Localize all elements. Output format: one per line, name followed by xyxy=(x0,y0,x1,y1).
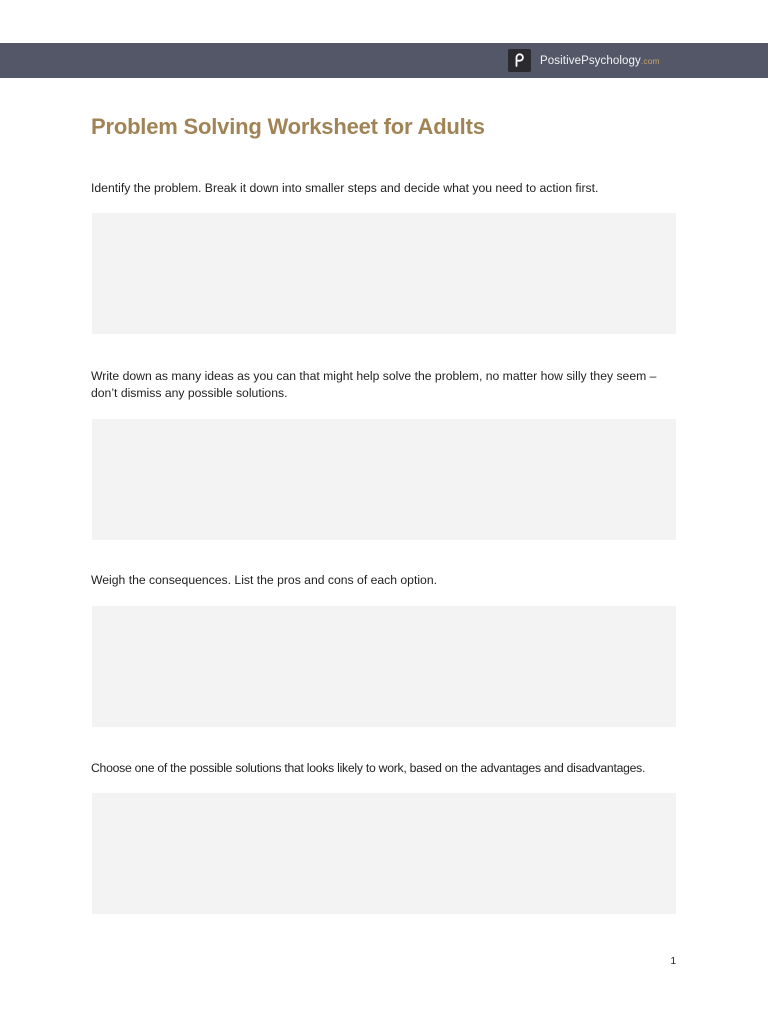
header-bar xyxy=(0,43,768,78)
section-4-prompt: Choose one of the possible solutions that looks likely to work, based on the advantages and disadvantages. xyxy=(91,761,646,775)
section-2-prompt: Write down as many ideas as you can that might help solve the problem, no matter how silly they seem – don’t dismiss any possible solutions. xyxy=(91,369,657,400)
section-2-answer-box[interactable] xyxy=(92,419,676,540)
section-4-answer-box[interactable] xyxy=(92,793,676,914)
positive-psychology-logo-icon xyxy=(508,49,531,72)
brand[interactable] xyxy=(508,49,660,72)
section-3-answer-box[interactable] xyxy=(92,606,676,727)
page-title: Problem Solving Worksheet for Adults xyxy=(91,114,485,139)
brand-name xyxy=(540,55,660,67)
brand-name-text: PositivePsychology xyxy=(540,54,641,67)
section-1-prompt: Identify the problem. Break it down into smaller steps and decide what you need to action first. xyxy=(91,181,599,195)
brand-tld: .com xyxy=(640,55,660,66)
page-number: 1 xyxy=(670,956,676,967)
section-1-answer-box[interactable] xyxy=(92,213,676,334)
section-3-prompt: Weigh the consequences. List the pros and cons of each option. xyxy=(91,573,437,587)
